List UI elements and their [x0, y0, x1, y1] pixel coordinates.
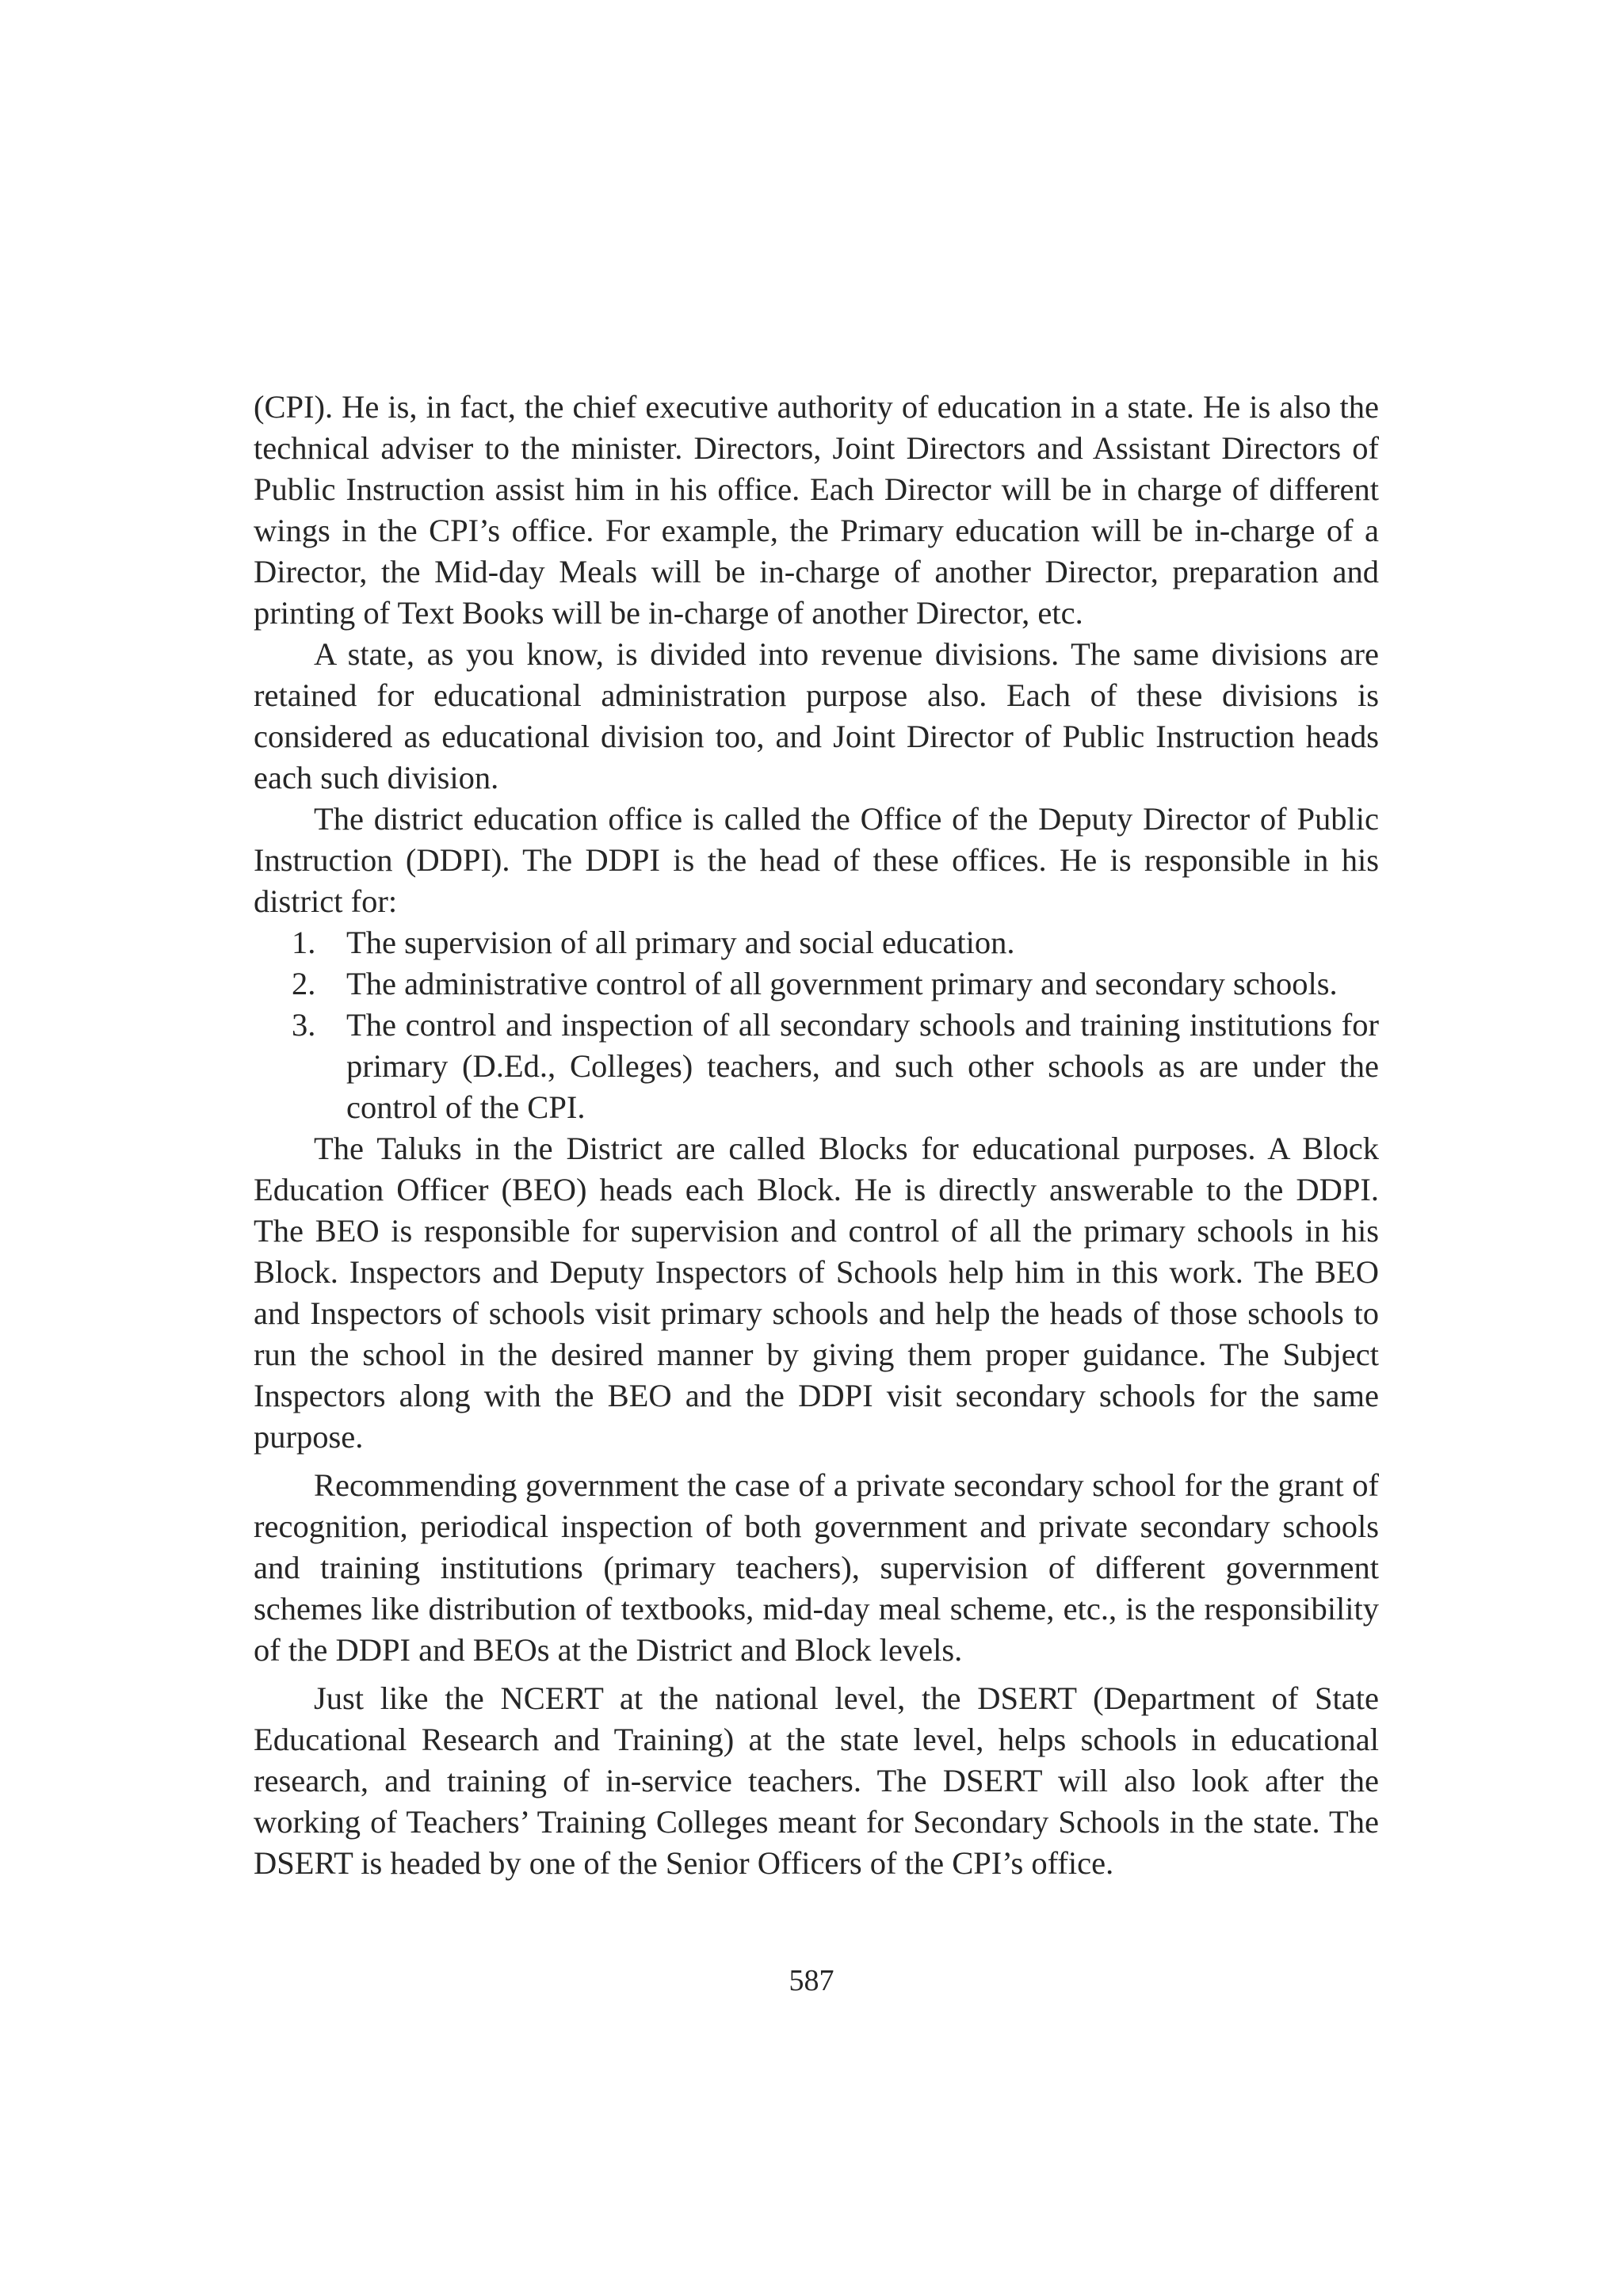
list-text: The administrative control of all government primary and secondary schools.: [346, 966, 1338, 1001]
paragraph-recommending: Recommending government the case of a private secondary school for the grant of recognition, periodical inspection of both government and private secondary schools and training institutions (primary teachers), supervision of different government schemes like distribution of textbooks, mid-day meal scheme, etc., is the responsibility of the DDPI and BEOs at the District and Block levels.: [254, 1467, 1379, 1668]
paragraph-cpi: (CPI). He is, in fact, the chief executive authority of education in a state. He is also the technical adviser to the minister. Directors, Joint Directors and Assistant Directors of Public Instruction assist him in his office. Each Director will be in charge of different wings in the CPI’s office. For example, the Primary education will be in-charge of a Director, the Mid-day Meals will be in-charge of another Director, preparation and printing of Text Books will be in-charge of another Director, etc.: [254, 389, 1379, 631]
ddpi-responsibilities-list: [254, 922, 1379, 1128]
list-number: 1.: [292, 925, 316, 960]
list-text: The control and inspection of all secondary schools and training institutions for primary (D.Ed., Colleges) teachers, and such other schools as are under the control of the CPI.: [346, 1007, 1379, 1125]
page-number: 587: [789, 1964, 834, 1997]
paragraph-revenue-divisions: A state, as you know, is divided into revenue divisions. The same divisions are retained for educational administration purpose also. Each of these divisions is considered as educational division too, and Joint Director of Public Instruction heads each such division.: [254, 636, 1379, 795]
list-number: 2.: [292, 966, 316, 1001]
paragraph-ddpi: The district education office is called the Office of the Deputy Director of Public Instruction (DDPI). The DDPI is the head of these offices. He is responsible in his district for:: [254, 801, 1379, 919]
list-item: [254, 922, 1379, 963]
list-item: [254, 963, 1379, 1005]
body-text: [254, 387, 1379, 1884]
list-item: [254, 1005, 1379, 1128]
list-text: The supervision of all primary and social education.: [346, 925, 1015, 960]
list-number: 3.: [292, 1007, 316, 1043]
paragraph-blocks: The Taluks in the District are called Blocks for educational purposes. A Block Education Officer (BEO) heads each Block. He is directly answerable to the DDPI. The BEO is responsible for supervision and control of all the primary schools in his Block. Inspectors and Deputy Inspectors of Schools help him in this work. The BEO and Inspectors of schools visit primary schools and help the heads of those schools to run the school in the desired manner by giving them proper guidance. The Subject Inspectors along with the BEO and the DDPI visit secondary schools for the same purpose.: [254, 1131, 1379, 1455]
paragraph-dsert: Just like the NCERT at the national level, the DSERT (Department of State Educational Research and Training) at the state level, helps schools in educational research, and training of in-service teachers. The DSERT will also look after the working of Teachers’ Training Colleges meant for Secondary Schools in the state. The DSERT is headed by one of the Senior Officers of the CPI’s office.: [254, 1680, 1379, 1881]
